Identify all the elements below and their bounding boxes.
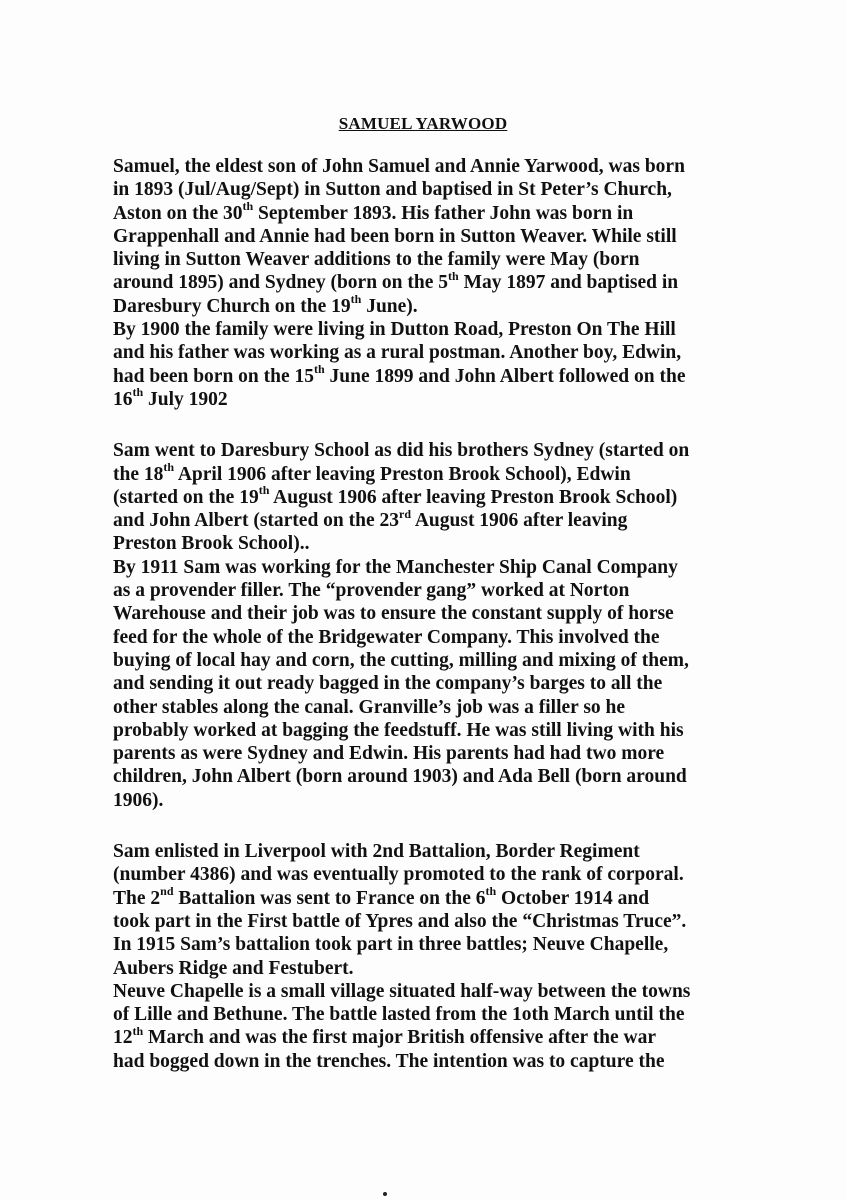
text-segment: Preston Brook School).. xyxy=(113,533,310,555)
paragraph xyxy=(113,840,733,1073)
text-line xyxy=(113,719,733,742)
text-segment: Sam enlisted in Liverpool with 2nd Battalion, Border Regiment xyxy=(113,841,640,863)
superscript: th xyxy=(163,460,175,475)
text-line xyxy=(113,1003,733,1026)
text-line xyxy=(113,248,733,271)
text-line xyxy=(113,957,733,980)
superscript: th xyxy=(350,292,362,307)
text-segment: other stables along the canal. Granville’s job was a filler so he xyxy=(113,696,626,718)
page-mark xyxy=(383,1192,387,1196)
text-line xyxy=(113,506,733,532)
superscript: th xyxy=(485,884,497,899)
text-line xyxy=(113,385,733,411)
text-line xyxy=(113,225,733,248)
text-segment: June). xyxy=(361,295,418,317)
text-line xyxy=(113,649,733,672)
text-segment: had been born on the 15 xyxy=(113,365,314,387)
superscript: th xyxy=(314,362,325,377)
text-segment: Samuel, the eldest son of John Samuel and Annie Yarwood, was born xyxy=(113,156,685,177)
text-line xyxy=(113,483,733,509)
text-line xyxy=(113,910,733,933)
text-line xyxy=(113,292,733,318)
text-segment: children, John Albert (born around 1903) and Ada Bell (born around xyxy=(113,766,687,788)
text-line xyxy=(113,341,733,364)
superscript: th xyxy=(448,268,459,283)
text-segment: July 1902 xyxy=(143,388,228,410)
text-segment: had bogged down in the trenches. The intention was to capture the xyxy=(113,1050,665,1072)
text-line xyxy=(113,268,733,294)
text-segment: June 1899 and John Albert followed on the xyxy=(324,365,686,387)
text-segment: Aston on the 30 xyxy=(113,202,243,224)
text-segment: living in Sutton Weaver additions to the family were May (born xyxy=(113,249,640,271)
text-segment: and sending it out ready bagged in the company’s barges to all the xyxy=(113,673,663,695)
text-line xyxy=(113,1023,733,1049)
text-segment: the 18 xyxy=(113,463,164,485)
text-segment: around 1895) and Sydney (born on the 5 xyxy=(113,272,449,294)
text-segment: May 1897 and baptised in xyxy=(458,272,679,294)
text-line xyxy=(113,672,733,695)
text-line xyxy=(113,460,733,486)
text-line xyxy=(113,863,733,886)
text-line xyxy=(113,532,733,555)
text-segment: of Lille and Bethune. The battle lasted from the 1oth March until the xyxy=(113,1004,685,1026)
text-segment: 16 xyxy=(113,388,133,410)
text-segment: March and was the first major British offensive after the war xyxy=(143,1027,657,1049)
text-segment: took part in the First battle of Ypres and also the “Christmas Truce”. xyxy=(113,910,687,932)
text-segment: feed for the whole of the Bridgewater Company. This involved the xyxy=(113,626,660,648)
text-line xyxy=(113,556,733,579)
paragraph-gap xyxy=(113,812,733,840)
paragraph-gap xyxy=(113,411,733,439)
document-title: SAMUEL YARWOOD xyxy=(338,114,508,133)
superscript: th xyxy=(242,199,254,214)
text-line xyxy=(113,742,733,765)
text-segment: In 1915 Sam’s battalion took part in three battles; Neuve Chapelle, xyxy=(113,934,669,956)
text-line xyxy=(113,884,733,910)
text-segment: October 1914 and xyxy=(496,887,650,909)
document-body xyxy=(113,155,733,1073)
text-segment: August 1906 after leaving Preston Brook School) xyxy=(269,486,678,508)
text-segment: Warehouse and their job was to ensure the constant supply of horse xyxy=(113,603,674,625)
text-segment: Daresbury Church on the 19 xyxy=(113,295,351,317)
text-segment: buying of local hay and corn, the cutting, milling and mixing of them, xyxy=(113,649,689,671)
text-segment: and his father was working as a rural postman. Another boy, Edwin, xyxy=(113,342,682,364)
text-line xyxy=(113,602,733,625)
text-segment: 1906). xyxy=(113,789,164,811)
text-line xyxy=(113,318,733,341)
text-line xyxy=(113,840,733,863)
text-line xyxy=(113,933,733,956)
paragraph xyxy=(113,439,733,812)
text-segment: Battalion was sent to France on the 6 xyxy=(173,887,486,909)
text-segment: as a provender filler. The “provender gang” worked at Norton xyxy=(113,580,630,602)
text-segment: in 1893 (Jul/Aug/Sept) in Sutton and baptised in St Peter’s Church, xyxy=(113,179,672,201)
text-line xyxy=(113,789,733,812)
text-line xyxy=(113,696,733,719)
superscript: th xyxy=(132,385,144,400)
text-segment: parents as were Sydney and Edwin. His parents had had two more xyxy=(113,743,665,765)
superscript: th xyxy=(258,483,270,498)
text-segment: and John Albert (started on the 23 xyxy=(113,510,400,532)
text-segment: April 1906 after leaving Preston Brook School), Edwin xyxy=(174,463,631,485)
text-segment: Aubers Ridge and Festubert. xyxy=(113,957,354,979)
text-line xyxy=(113,579,733,602)
superscript: th xyxy=(132,1023,144,1038)
text-line xyxy=(113,178,733,201)
text-segment: probably worked at bagging the feedstuff. He was still living with his xyxy=(113,719,684,741)
text-segment: By 1900 the family were living in Dutton Road, Preston On The Hill xyxy=(113,319,676,341)
text-segment: Sam went to Daresbury School as did his brothers Sydney (started on xyxy=(113,440,690,462)
paragraph xyxy=(113,155,733,411)
text-segment: (number 4386) and was eventually promoted to the rank of corporal. xyxy=(113,864,684,886)
text-line xyxy=(113,1050,733,1073)
text-line xyxy=(113,439,733,462)
text-segment: The 2 xyxy=(113,887,161,909)
text-segment: Neuve Chapelle is a small village situated half-way between the towns xyxy=(113,980,691,1002)
text-segment: By 1911 Sam was working for the Manchester Ship Canal Company xyxy=(113,556,678,578)
text-line xyxy=(113,626,733,649)
text-segment: September 1893. His father John was born in xyxy=(253,202,634,224)
superscript: nd xyxy=(160,884,174,899)
text-segment: August 1906 after leaving xyxy=(411,510,628,532)
text-line xyxy=(113,362,733,388)
text-segment: 12 xyxy=(113,1027,133,1049)
text-segment: (started on the 19 xyxy=(113,486,259,508)
superscript: rd xyxy=(399,506,412,521)
text-line xyxy=(113,155,733,178)
text-line xyxy=(113,980,733,1003)
text-line xyxy=(113,199,733,225)
text-line xyxy=(113,765,733,788)
text-segment: Grappenhall and Annie had been born in Sutton Weaver. While still xyxy=(113,225,677,247)
